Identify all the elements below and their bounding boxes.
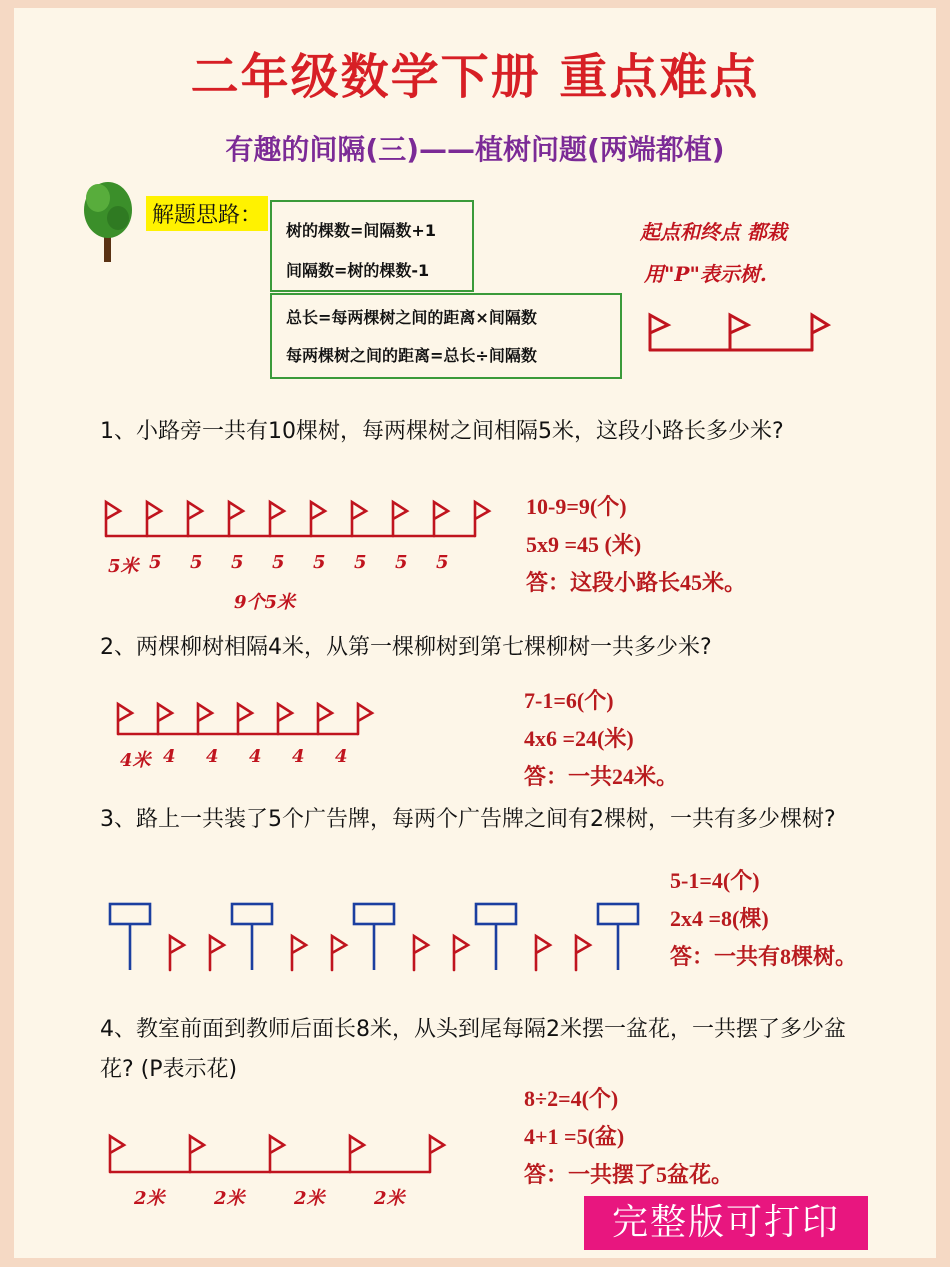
interval-label: 4米 xyxy=(120,750,151,771)
tree-flag-mark xyxy=(106,502,120,536)
diagram-q4 xyxy=(100,1130,460,1180)
question-3: 3、路上一共装了5个广告牌，每两个广告牌之间有2棵树，一共有多少棵树? xyxy=(100,807,836,832)
interval-label: 2米 xyxy=(134,1188,165,1209)
interval-label: 5 xyxy=(190,552,203,573)
billboard-sign-mark xyxy=(598,904,638,924)
interval-label: 2米 xyxy=(374,1188,405,1209)
calc-line: 8÷2=4(个) xyxy=(524,1086,619,1111)
answer-line: 答：一共24米。 xyxy=(524,764,679,789)
tree-flag-mark xyxy=(188,502,202,536)
interval-label: 4 xyxy=(335,746,348,767)
interval-label: 5 xyxy=(231,552,244,573)
tree-flag-mark xyxy=(270,502,284,536)
tree-flag-mark xyxy=(393,502,407,536)
tree-flag-mark xyxy=(475,502,489,536)
calc-q1 xyxy=(526,488,746,602)
tree-flag-mark xyxy=(350,1136,364,1172)
tree-flag-mark xyxy=(147,502,161,536)
tree-flag-mark xyxy=(430,1136,444,1172)
interval-label: 5 xyxy=(436,552,449,573)
calc-line: 4x6 =24(米) xyxy=(524,726,634,751)
billboard-sign-mark xyxy=(476,904,516,924)
tree-flag-mark xyxy=(311,502,325,536)
tree-flag-mark xyxy=(270,1136,284,1172)
formula-line: 每两棵树之间的距离=总长÷间隔数 xyxy=(286,346,537,365)
tree-flag-mark xyxy=(278,704,292,734)
diagram-q3 xyxy=(100,900,640,980)
interval-label: 5 xyxy=(149,552,162,573)
interval-label: 5 xyxy=(354,552,367,573)
tree-flag-mark xyxy=(536,936,550,970)
solution-idea-tag: 解题思路： xyxy=(146,196,268,231)
print-version-badge: 完整版可打印 xyxy=(584,1196,868,1250)
formula-box-length xyxy=(270,293,622,379)
calc-line: 4+1 =5(盆) xyxy=(524,1124,625,1149)
tree-flag-mark xyxy=(229,502,243,536)
tree-flag-mark xyxy=(454,936,468,970)
calc-q4 xyxy=(524,1080,733,1194)
answer-line: 答：一共有8棵树。 xyxy=(670,944,858,969)
calc-line: 5-1=4(个) xyxy=(670,868,760,893)
tree-flag-mark xyxy=(198,704,212,734)
tree-flag-mark xyxy=(414,936,428,970)
question-2: 2、两棵柳树相隔4米，从第一棵柳树到第七棵柳树一共多少米? xyxy=(100,635,712,660)
billboard-sign-mark xyxy=(110,904,150,924)
tree-icon xyxy=(80,170,136,266)
tree-flag-mark xyxy=(576,936,590,970)
formula-line: 间隔数=树的棵数-1 xyxy=(286,261,430,280)
interval-label: 4 xyxy=(206,746,219,767)
formula-line: 树的棵数=间隔数+1 xyxy=(286,221,436,240)
page-title: 二年级数学下册 重点难点 xyxy=(190,49,760,105)
billboard-sign-mark xyxy=(354,904,394,924)
calc-q2 xyxy=(524,682,678,796)
calc-line: 5x9 =45 (米) xyxy=(526,532,642,557)
tree-flag-mark xyxy=(238,704,252,734)
tree-flag-mark xyxy=(210,936,224,970)
tree-flag-mark xyxy=(352,502,366,536)
diagram-q2 xyxy=(112,700,382,750)
interval-label: 4 xyxy=(249,746,262,767)
diagram-extra-label: 9个5米 xyxy=(234,592,296,613)
interval-label: 2米 xyxy=(214,1188,245,1209)
answer-line: 答：这段小路长45米。 xyxy=(526,570,747,595)
tree-flag-mark xyxy=(118,704,132,734)
answer-line: 答：一共摆了5盆花。 xyxy=(524,1162,734,1187)
legend-flag-diagram xyxy=(640,305,830,355)
handwritten-note: 起点和终点 都栽 xyxy=(640,220,787,244)
calc-q3 xyxy=(670,862,857,976)
calc-line: 2x4 =8(棵) xyxy=(670,906,769,931)
billboard-sign-mark xyxy=(232,904,272,924)
formula-box-count xyxy=(270,200,474,292)
interval-label: 5 xyxy=(313,552,326,573)
calc-line: 7-1=6(个) xyxy=(524,688,614,713)
interval-label: 5米 xyxy=(108,556,139,577)
tree-flag-mark xyxy=(434,502,448,536)
handwritten-note: 用"P"表示树. xyxy=(644,262,767,286)
question-4: 4、教室前面到教师后面长8米，从头到尾每隔2米摆一盆花，一共摆了多少盆花? (P表示花) xyxy=(100,1017,846,1082)
page-subtitle: 有趣的间隔(三)——植树问题(两端都植) xyxy=(225,133,725,166)
tree-flag-mark xyxy=(358,704,372,734)
interval-label: 5 xyxy=(395,552,408,573)
tree-flag-mark xyxy=(158,704,172,734)
interval-label: 4 xyxy=(292,746,305,767)
tree-flag-mark xyxy=(332,936,346,970)
diagram-q1 xyxy=(100,500,500,550)
formula-line: 总长=每两棵树之间的距离×间隔数 xyxy=(286,308,537,327)
tree-flag-mark xyxy=(170,936,184,970)
tree-flag-mark xyxy=(110,1136,124,1172)
interval-label: 4 xyxy=(163,746,176,767)
tree-flag-mark xyxy=(292,936,306,970)
tree-flag-mark xyxy=(318,704,332,734)
calc-line: 10-9=9(个) xyxy=(526,494,627,519)
question-1: 1、小路旁一共有10棵树，每两棵树之间相隔5米，这段小路长多少米? xyxy=(100,419,784,444)
interval-label: 5 xyxy=(272,552,285,573)
tree-flag-mark xyxy=(190,1136,204,1172)
interval-label: 2米 xyxy=(294,1188,325,1209)
